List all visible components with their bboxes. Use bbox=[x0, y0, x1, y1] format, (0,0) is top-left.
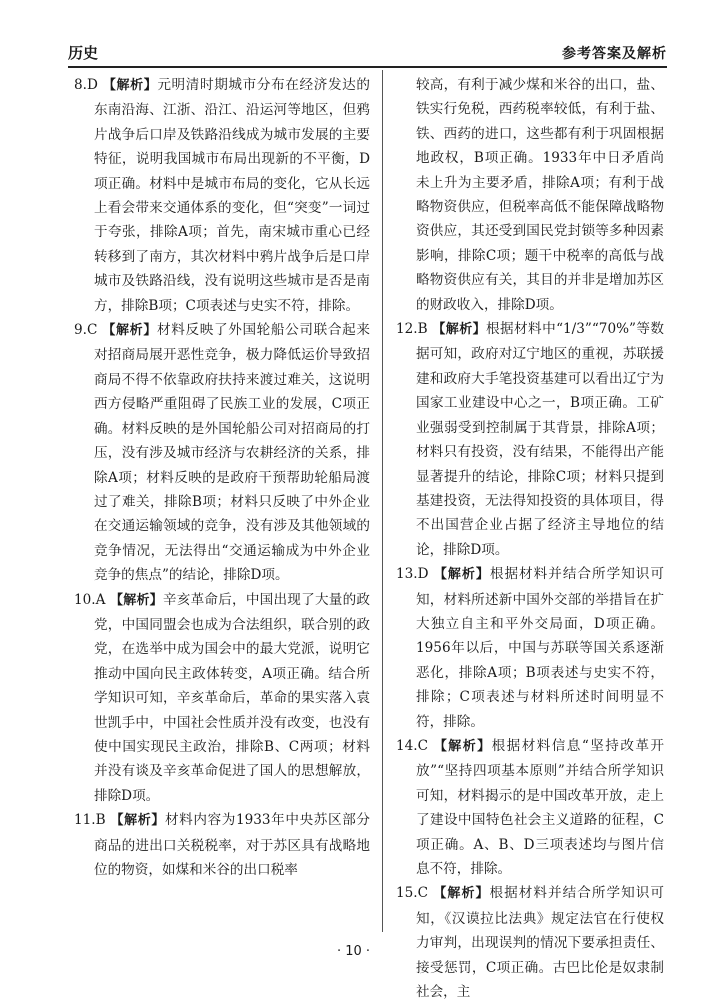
page-header bbox=[68, 40, 667, 68]
answer-item-9: 9.C 【解析】材料反映了外国轮船公司联合起来对招商局展开恶性竞争，极力降低运价导致招商局不得不依靠政府扶持来渡过难关，这说明西方侵略严重阻碍了民族工业的发展，C项正确。材料反映的是外国轮船公司对招商局的打压，没有涉及城市经济与农耕经济的关系，排除A项；材料反映的是政府干预帮助轮船局渡过了难关，排除B项；材料只反映了中外企业在交通运输领域的竞争，没有涉及其他领域的竞争情况，无法得出“交通运输成为中外企业竞争的焦点”的结论，排除D项。 bbox=[74, 322, 370, 584]
section-title: 参考答案及解析 bbox=[562, 46, 667, 62]
column-divider bbox=[382, 70, 383, 932]
answer-item-15: 15.C 【解析】根据材料并结合所学知识可知，《汉谟拉比法典》规定法官在行使权力审判，出现误判的情况下要承担责任、接受惩罚，C项正确。古巴比伦是奴隶制社会，主 bbox=[396, 885, 664, 1001]
subject-title: 历史 bbox=[68, 44, 99, 62]
answer-item-11-continued: 较高，有利于减少煤和米谷的出口，盐、铁实行免税，西药税率较低，有利于盐、铁、西药的进口，这些都有利于巩固根据地政权，B项正确。1933年中日矛盾尚未上升为主要矛盾，排除A项；有利于战略物资供应，但税率高低不能保障战略物资供应，其还受到国民党封锁等多种因素影响，排除C项；题干中税率的高低与战略物资供应有关，其目的并非是增加苏区的财政收入，排除D项。 bbox=[416, 77, 664, 313]
answer-item-10: 10.A 【解析】辛亥革命后，中国出现了大量的政党，中国同盟会也成为合法组织，联合别的政党，在选举中成为国会中的最大党派，说明它推动中国向民主政体转变，A项正确。结合所学知识可知，辛亥革命后，革命的果实落入袁世凯手中，中国社会性质并没有改变，也没有使中国实现民主政治，排除B、C两项；材料并没有谈及辛亥革命促进了国人的思想解放，排除D项。 bbox=[74, 591, 371, 804]
answer-item-8: 8.D 【解析】元明清时期城市分布在经济发达的东南沿海、江浙、沿江、沿运河等地区，但鸦片战争后口岸及铁路沿线成为城市发展的主要特征，说明我国城市布局出现新的不平衡，D项正确。材料中是城市布局的变化，它从长远上看会带来交通体系的变化，但“突变”一词过于夸张，排除A项；首先，南宋城市重心已经转移到了南方，其次材料中鸦片战争后是口岸城市及铁路沿线，没有说明这些城市是否是南方，排除B项；C项表述与史实不符，排除。 bbox=[74, 77, 370, 314]
right-column bbox=[396, 73, 664, 1001]
answer-item-11: 11.B 【解析】材料内容为1933年中央苏区部分商品的进出口关税税率，对于苏区具有战略地位的物资，如煤和米谷的出口税率 bbox=[74, 812, 370, 878]
left-column bbox=[74, 73, 370, 933]
page-number: · 10 · bbox=[336, 944, 371, 959]
answer-item-13: 13.D 【解析】根据材料并结合所学知识可知，材料所述新中国外交部的举措旨在扩大独立自主和平外交局面，D项正确。1956年以后，中国与苏联等国关系逐渐恶化，排除A项；B项表述与史实不符，排除；C项表述与材料所述时间明显不符，排除。 bbox=[396, 566, 664, 730]
answer-item-14: 14.C 【解析】根据材料信息“坚持改革开放”“坚持四项基本原则”并结合所学知识可知，材料揭示的是中国改革开放，走上了建设中国特色社会主义道路的征程，C项正确。A、B、D三项表述均与图片信息不符，排除。 bbox=[396, 737, 664, 877]
answer-item-12: 12.B 【解析】根据材料中“1/3”“70%”等数据可知，政府对辽宁地区的重视，苏联援建和政府大手笔投资基建可以看出辽宁为国家工业建设中心之一，B项正确。工矿业强弱受到控制属于其背景，排除A项；材料只有投资，没有结果，不能得出产能显著提升的结论，排除C项；材料只提到基建投资，无法得知投资的具体项目，得不出国营企业占据了经济主导地位的结论，排除D项。 bbox=[396, 321, 664, 558]
